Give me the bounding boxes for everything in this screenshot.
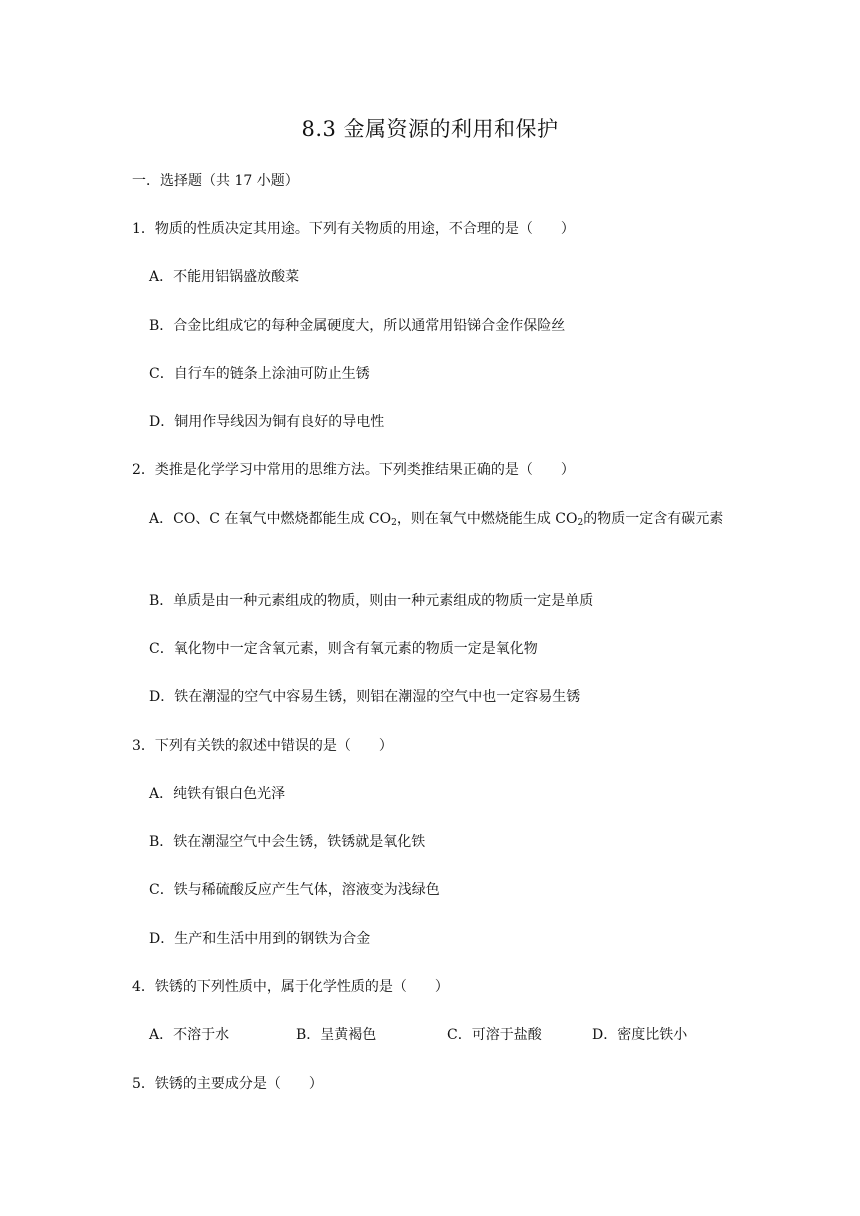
subscript-2: 2 [391,518,397,528]
question-1-stem: 1．物质的性质决定其用途。下列有关物质的用途，不合理的是（ ） [132,221,575,237]
question-2-option-b: B．单质是由一种元素组成的物质，则由一种元素组成的物质一定是单质 [149,593,594,609]
question-4-option-d: D．密度比铁小 [592,1027,688,1043]
question-3-option-d: D．生产和生活中用到的钢铁为合金 [149,931,371,947]
question-4-option-a: A．不溶于水 [149,1027,230,1043]
question-2-option-c: C．氧化物中一定含氧元素，则含有氧元素的物质一定是氧化物 [149,641,538,657]
question-5-stem: 5．铁锈的主要成分是（ ） [132,1076,323,1092]
question-1-option-a: A．不能用铝锅盛放酸菜 [149,269,300,285]
section-heading: 一．选择题（共 17 小题） [132,173,299,189]
question-1-option-c: C．自行车的链条上涂油可防止生锈 [149,366,370,382]
subscript-2: 2 [577,518,584,528]
question-3-option-a: A．纯铁有银白色光泽 [149,786,286,802]
question-4-option-c: C．可溶于盐酸 [447,1027,542,1043]
question-4-option-b: B．呈黄褐色 [296,1027,377,1043]
question-2-option-d: D．铁在潮湿的空气中容易生锈，则铝在潮湿的空气中也一定容易生锈 [149,689,581,705]
question-3-option-c: C．铁与稀硫酸反应产生气体，溶液变为浅绿色 [149,882,440,898]
question-2-option-a-part2: ，则在氧气中燃烧能生成 CO [396,511,578,527]
question-2-option-a-part1: A．CO、C 在氧气中燃烧都能生成 CO [149,511,392,527]
question-2-option-a-part3: 的物质一定含有碳元素 [583,511,724,527]
question-2-option-a [149,509,723,533]
question-1-option-b: B．合金比组成它的每种金属硬度大，所以通常用铅锑合金作保险丝 [149,318,566,334]
question-1-option-d: D．铜用作导线因为铜有良好的导电性 [149,414,385,430]
question-2-stem: 2．类推是化学学习中常用的思维方法。下列类推结果正确的是（ ） [132,462,575,478]
question-3-option-b: B．铁在潮湿空气中会生锈，铁锈就是氧化铁 [149,834,426,850]
question-3-stem: 3．下列有关铁的叙述中错误的是（ ） [132,738,393,754]
question-4-stem: 4．铁锈的下列性质中，属于化学性质的是（ ） [132,979,449,995]
document-title: 8.3 金属资源的利用和保护 [301,117,559,141]
